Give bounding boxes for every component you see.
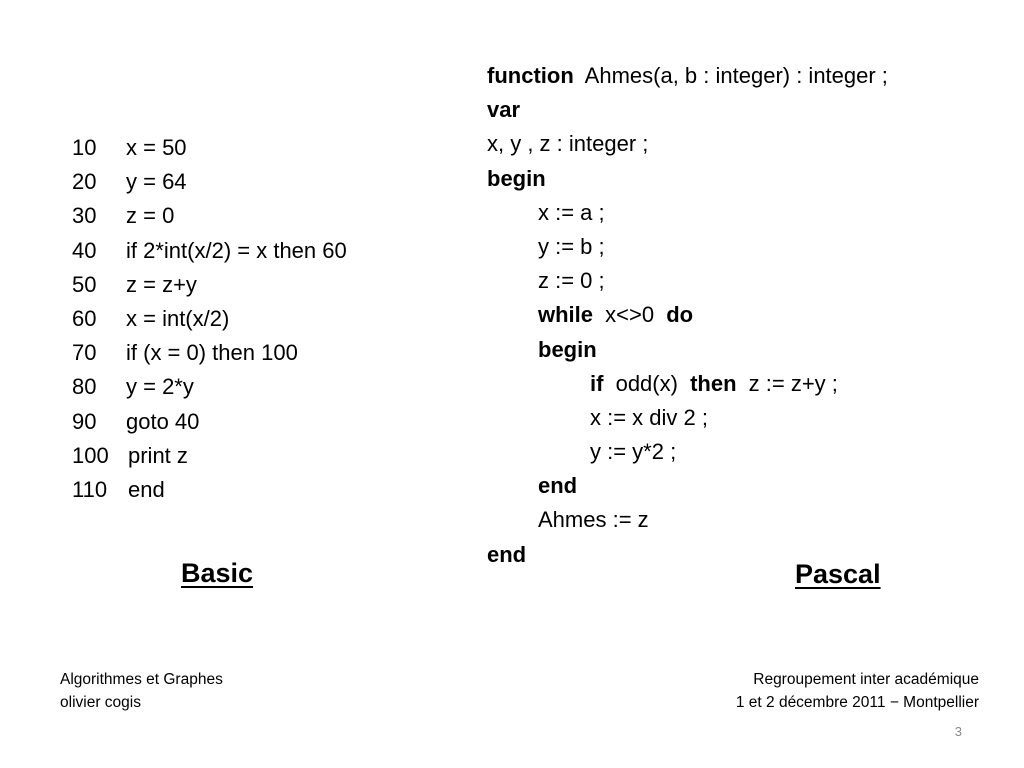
basic-line-code: end (128, 476, 165, 502)
basic-line-number: 100 (72, 442, 109, 468)
pascal-function-header (487, 59, 888, 93)
basic-line-code: x = 50 (126, 135, 187, 160)
basic-line-number: 50 (72, 271, 97, 297)
basic-line-number: 40 (72, 237, 97, 263)
pascal-statement (487, 401, 888, 435)
footer-left (60, 668, 223, 714)
basic-line (72, 165, 347, 199)
pascal-statement (487, 230, 888, 264)
assign-x: x := a ; (538, 199, 605, 225)
basic-line (72, 234, 347, 268)
div-statement: x := x div 2 ; (590, 404, 708, 430)
pascal-if-line (487, 367, 888, 401)
basic-line (72, 370, 347, 404)
assign-z: z := 0 ; (538, 268, 605, 294)
pascal-declaration-line (487, 127, 888, 161)
if-condition: odd(x) (615, 370, 678, 396)
basic-line-code: if 2*int(x/2) = x then 60 (126, 237, 347, 263)
basic-line (72, 268, 347, 302)
basic-line (72, 199, 347, 233)
basic-line (72, 405, 347, 439)
mul-statement: y := y*2 ; (590, 439, 677, 465)
basic-line-number: 30 (72, 203, 97, 229)
basic-line-code: goto 40 (126, 408, 200, 434)
footer-author: olivier cogis (60, 694, 141, 711)
pascal-while-line (487, 298, 888, 332)
basic-line-code: y = 64 (126, 169, 187, 195)
keyword-do: do (666, 302, 694, 328)
pascal-caption: Pascal (795, 559, 881, 589)
basic-line-number: 110 (72, 476, 108, 502)
basic-line-number: 60 (72, 305, 97, 331)
basic-line-number: 20 (72, 169, 97, 195)
result-statement: Ahmes := z (538, 507, 649, 533)
basic-line-code: if (x = 0) then 100 (126, 340, 298, 366)
basic-line (72, 473, 347, 507)
variable-declaration: x, y , z : integer ; (487, 131, 649, 157)
keyword-begin-inner: begin (538, 336, 597, 362)
then-statement: z := z+y ; (748, 370, 838, 396)
pascal-statement (487, 196, 888, 230)
keyword-then: then (690, 370, 737, 396)
keyword-function: function (487, 63, 574, 88)
footer-date-place: 1 et 2 décembre 2011 − Montpellier (735, 694, 979, 711)
assign-y: y := b ; (538, 233, 605, 259)
function-signature: Ahmes(a, b : integer) : integer ; (584, 63, 888, 88)
slide-number: 3 (954, 724, 962, 739)
pascal-var-line (487, 93, 888, 127)
basic-line-number: 90 (72, 408, 97, 434)
keyword-end-inner: end (538, 473, 578, 499)
pascal-inner-end-line (487, 469, 888, 503)
basic-caption: Basic (181, 558, 254, 588)
while-condition: x<>0 (605, 302, 655, 328)
pascal-code-listing (487, 59, 888, 572)
pascal-begin-line (487, 162, 888, 196)
keyword-begin: begin (487, 165, 546, 191)
basic-line-code: x = int(x/2) (126, 305, 230, 331)
basic-line-code: print z (128, 442, 188, 468)
keyword-while: while (538, 302, 594, 328)
keyword-var: var (487, 97, 521, 123)
pascal-result-line (487, 503, 888, 537)
basic-line-code: z = 0 (126, 203, 175, 229)
basic-line-number: 10 (72, 135, 97, 160)
basic-line-number: 70 (72, 340, 97, 366)
basic-line (72, 302, 347, 336)
basic-line-number: 80 (72, 374, 97, 400)
basic-line (72, 439, 347, 473)
basic-line-code: z = z+y (126, 271, 197, 297)
basic-line (72, 336, 347, 370)
pascal-statement (487, 264, 888, 298)
footer-right (736, 668, 979, 714)
basic-line-code: y = 2*y (126, 374, 194, 400)
keyword-end: end (487, 541, 527, 567)
keyword-if: if (590, 370, 604, 396)
pascal-statement (487, 435, 888, 469)
footer-course: Algorithmes et Graphes (60, 671, 223, 688)
basic-line (72, 131, 347, 165)
basic-code-listing (72, 131, 347, 507)
footer-event: Regroupement inter académique (753, 671, 979, 688)
pascal-inner-begin-line (487, 333, 888, 367)
